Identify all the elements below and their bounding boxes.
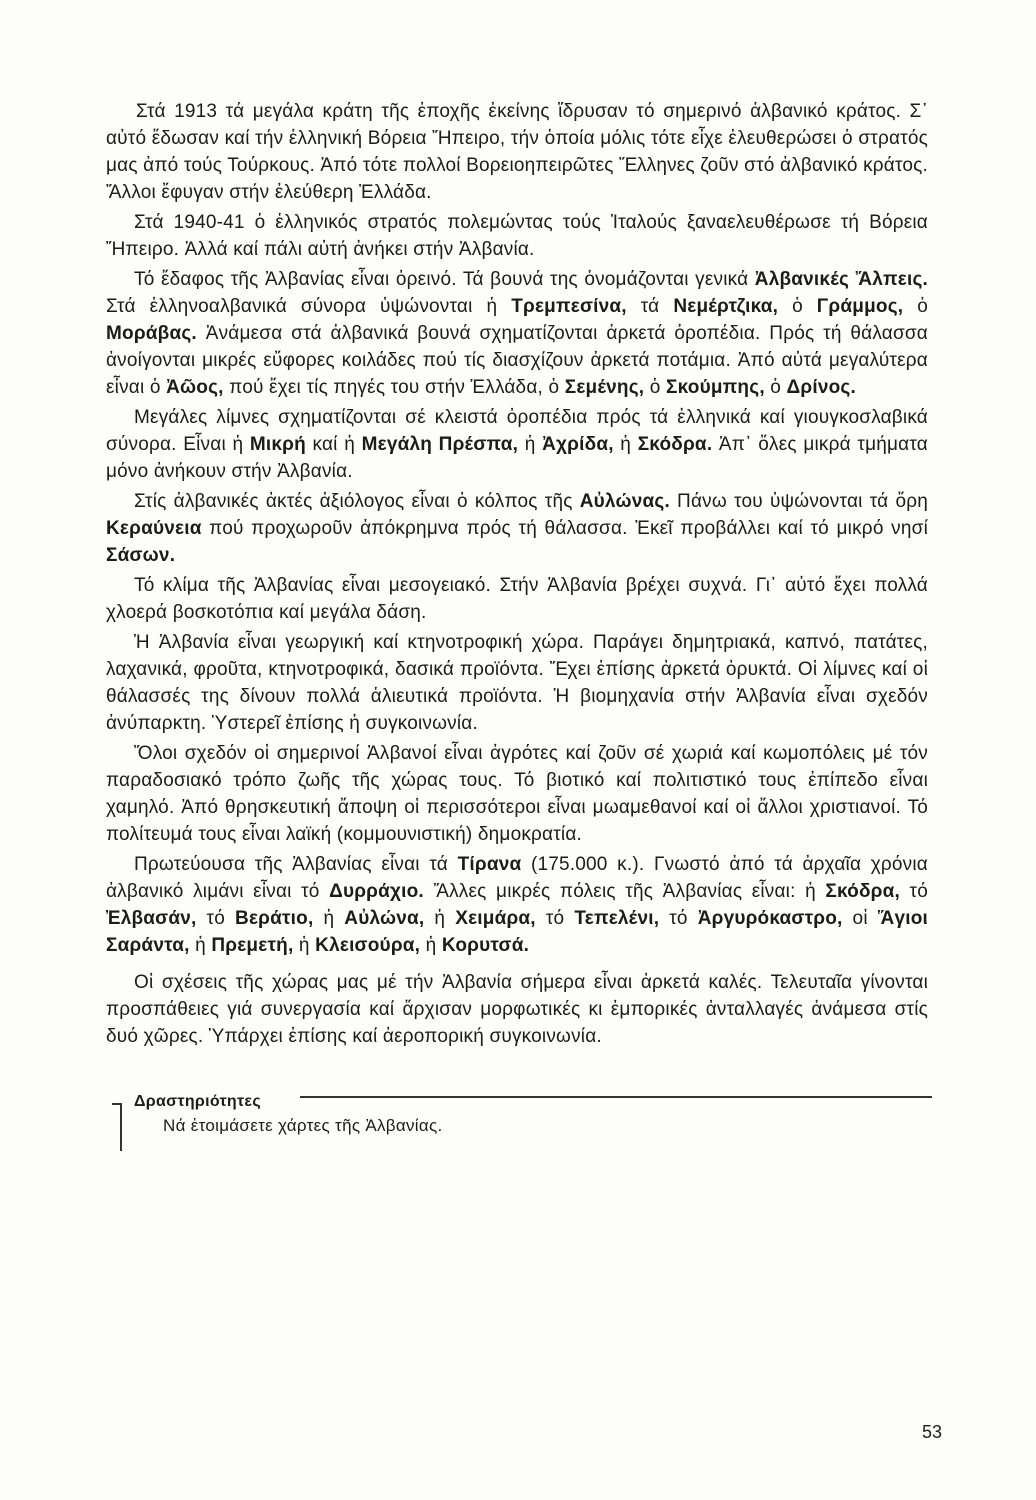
text-run: Οἱ σχέσεις τῆς χώρας μας μέ τήν Ἀλβανία σήμερα εἶναι ἀρκετά καλές. Τελευταῖα γίνονται προσπάθειες γιά συνεργασία καί ἄρχισαν μορφωτικές κι ἐμπορικές ἀνταλλαγές ἀνάμεσα στίς δυό χῶρες. Ὑπάρχει ἐπίσης καί ἀεροπορική συγκοινωνία.: [106, 972, 928, 1047]
paragraph: [106, 572, 928, 626]
text-run: Τό κλίμα τῆς Ἀλβανίας εἶναι μεσογειακό. Στήν Ἀλβανία βρέχει συχνά. Γι᾽ αὐτό ἔχει πολλά χλοερά βοσκοτόπια καί μεγάλα δάση.: [106, 575, 928, 623]
text-run: ὁ: [778, 296, 817, 317]
text-run: Στά ἑλληνοαλβανικά σύνορα ὑψώνονται ἡ: [106, 296, 512, 317]
text-run: Μεγάλες λίμνες σχηματίζονται σέ κλειστά ὀροπέδια πρός τά ἑλληνικά καί γιουγκοσλαβικά σύνορα. Εἶναι ἡ: [106, 407, 928, 455]
bold-term: Μοράβας.: [106, 323, 197, 344]
text-run: Ὅλοι σχεδόν οἱ σημερινοί Ἀλβανοί εἶναι ἀγρότες καί ζοῦν σέ χωριά καί κωμοπόλεις μέ τόν παραδοσιακό τρόπο ζωῆς τῆς χώρας τους. Τό βιοτικό καί πολιτιστικό τους ἐπίπεδο εἶναι χαμηλό. Ἀπό θρησκευτική ἄποψη οἱ περισσότεροι εἶναι μωαμεθανοί καί οἱ ἄλλοι χριστιανοί. Τό πολίτευμά τους εἶναι λαϊκή (κομμουνιστική) δημοκρατία.: [106, 743, 928, 845]
paragraph: [106, 209, 928, 263]
bold-term: Γράμμος,: [816, 296, 904, 317]
text-run: Στά 1940-41 ὁ ἑλληνικός στρατός πολεμώντας τούς Ἰταλούς ξαναελευθέρωσε τή Βόρεια Ἤπειρο. Ἀλλά καί πάλι αὐτή ἀνήκει στήν Ἀλβανία.: [106, 212, 928, 260]
paragraph: [106, 488, 928, 569]
bold-term: Χειμάρα,: [455, 908, 536, 929]
bold-term: Τρεμπεσίνα,: [511, 296, 627, 317]
text-run: ἡ: [293, 935, 316, 956]
text-run: πού προχωροῦν ἀπόκρημνα πρός τή θάλασσα. Ἐκεῖ προβάλλει καί τό μικρό νησί: [201, 518, 928, 539]
text-run: ἡ: [313, 908, 345, 929]
text-run: πού ἔχει τίς πηγές του στήν Ἑλλάδα, ὁ: [223, 377, 565, 398]
bold-term: Δυρράχιο.: [329, 881, 424, 902]
bold-term: Αὐλώνα,: [344, 908, 425, 929]
bold-term: Μικρή: [249, 434, 306, 455]
text-run: (175.000 κ.). Γνωστό ἀπό τά ἀρχαῖα χρόνια ἀλβανικό λιμάνι εἶναι τό: [106, 854, 928, 902]
bold-term: Τίρανα: [457, 854, 522, 875]
bold-term: Μεγάλη Πρέσπα,: [361, 434, 519, 455]
paragraph: [106, 629, 928, 737]
bold-term: Ἀῶος,: [166, 377, 224, 398]
bold-term: Κεραύνεια: [106, 518, 202, 539]
text-run: Πάνω του ὑψώνονται τά ὄρη: [669, 491, 928, 512]
bold-term: Ἀλβανικές Ἄλπεις.: [754, 269, 928, 290]
activity-frame-line: [300, 1096, 932, 1098]
text-run: Ἡ Ἀλβανία εἶναι γεωργική καί κτηνοτροφική χώρα. Παράγει δημητριακά, καπνό, πατάτες, λαχανικά, φροῦτα, κτηνοτροφικά, δασικά προϊόντα. Ἔχει ἐπίσης ἀρκετά ὀρυκτά. Οἱ λίμνες καί οἱ θάλασσές της δίνουν πολλά ἁλιευτικά προϊόντα. Ἡ βιομηχανία στήν Ἀλβανία εἶναι σχεδόν ἀνύπαρκτη. Ὑστερεῖ ἐπίσης ἡ συγκοινωνία.: [106, 632, 928, 734]
activity-frame-line: [120, 1103, 122, 1151]
bold-term: Δρίνος.: [786, 377, 856, 398]
bold-term: Νεμέρτζικα,: [673, 296, 779, 317]
bold-term: Ἅγιοι Σαράντα,: [106, 908, 929, 956]
text-run: ἡ: [613, 434, 638, 455]
text-run: τά: [626, 296, 674, 317]
text-run: καί ἡ: [305, 434, 362, 455]
bold-term: Βεράτιο,: [235, 908, 314, 929]
text-run: Στίς ἀλβανικές ἀκτές ἀξιόλογος εἶναι ὁ κόλπος τῆς: [134, 491, 580, 512]
bold-term: Σκόδρα,: [825, 881, 900, 902]
paragraph: [106, 98, 928, 206]
text-run: τό: [196, 908, 236, 929]
bold-term: Σεμένης,: [564, 377, 645, 398]
text-run: τό: [900, 881, 928, 902]
text-run: Στά 1913 τά μεγάλα κράτη τῆς ἐποχῆς ἐκείνης ἵδρυσαν τό σημερινό ἀλβανικό κράτος. Σ᾽ αὐτό ἔδωσαν καί τήν ἑλληνική Βόρεια Ἤπειρο, τήν ὁποία μόλις τότε εἶχε ἐλευθερώσει ὁ στρατός μας ἀπό τούς Τούρκους. Ἀπό τότε πολλοί Βορειοηπειρῶτες Ἕλληνες ζοῦν στό ἀλβανικό κράτος. Ἄλλοι ἔφυγαν στήν ἐλεύθερη Ἑλλάδα.: [106, 101, 928, 203]
paragraph: [106, 851, 928, 959]
page-number: 53: [921, 1422, 942, 1442]
text-run: Πρωτεύουσα τῆς Ἀλβανίας εἶναι τά: [134, 854, 458, 875]
text-run: Ἀπ᾽ ὅλες μικρά τμήματα μόνο ἀνήκουν στήν Ἀλβανία.: [106, 434, 928, 482]
text-run: ἡ: [424, 908, 456, 929]
text-run: ὁ: [644, 377, 667, 398]
text-run: ὁ: [764, 377, 787, 398]
bold-term: Κορυτσά.: [441, 935, 530, 956]
text-run: ὁ: [903, 296, 928, 317]
paragraph: [106, 740, 928, 848]
bold-term: Κλεισούρα,: [315, 935, 421, 956]
bold-term: Σκόδρα.: [637, 434, 713, 455]
text-run: Ἄλλες μικρές πόλεις τῆς Ἀλβανίας εἶναι: ἡ: [423, 881, 826, 902]
text-run: τό: [659, 908, 698, 929]
bold-term: Αὐλώνας.: [579, 491, 670, 512]
text-run: ἡ: [420, 935, 442, 956]
activity-title: Δραστηριότητες: [134, 1093, 261, 1110]
bold-term: Σάσων.: [106, 545, 176, 566]
text-run: τό: [535, 908, 575, 929]
text-run: Τό ἔδαφος τῆς Ἀλβανίας εἶναι ὀρεινό. Τά βουνά της ὀνομάζονται γενικά: [134, 269, 755, 290]
text-run: Ἀνάμεσα στά ἀλβανικά βουνά σχηματίζονται ἀρκετά ὀροπέδια. Πρός τή θάλασσα ἀνοίγονται μικρές εὔφορες κοιλάδες πού τίς διασχίζουν ἀρκετά ποτάμια. Ἀπό αὐτά μεγαλύτερα εἶναι ὁ: [106, 323, 928, 398]
paragraph: [106, 266, 928, 401]
bold-term: Πρεμετή,: [211, 935, 294, 956]
paragraph: [106, 969, 928, 1050]
bold-term: Ἀργυρόκαστρο,: [697, 908, 843, 929]
text-run: οἱ: [842, 908, 878, 929]
activity-text: Νά ἑτοιμάσετε χάρτες τῆς Ἀλβανίας.: [163, 1116, 443, 1135]
paragraph: [106, 404, 928, 485]
main-text: [106, 98, 928, 1053]
text-run: ἡ: [518, 434, 543, 455]
text-run: ἡ: [189, 935, 212, 956]
bold-term: Ἀχρίδα,: [542, 434, 614, 455]
bold-term: Σκούμπης,: [666, 377, 765, 398]
bold-term: Ἐλβασάν,: [106, 908, 197, 929]
bold-term: Τεπελένι,: [574, 908, 660, 929]
